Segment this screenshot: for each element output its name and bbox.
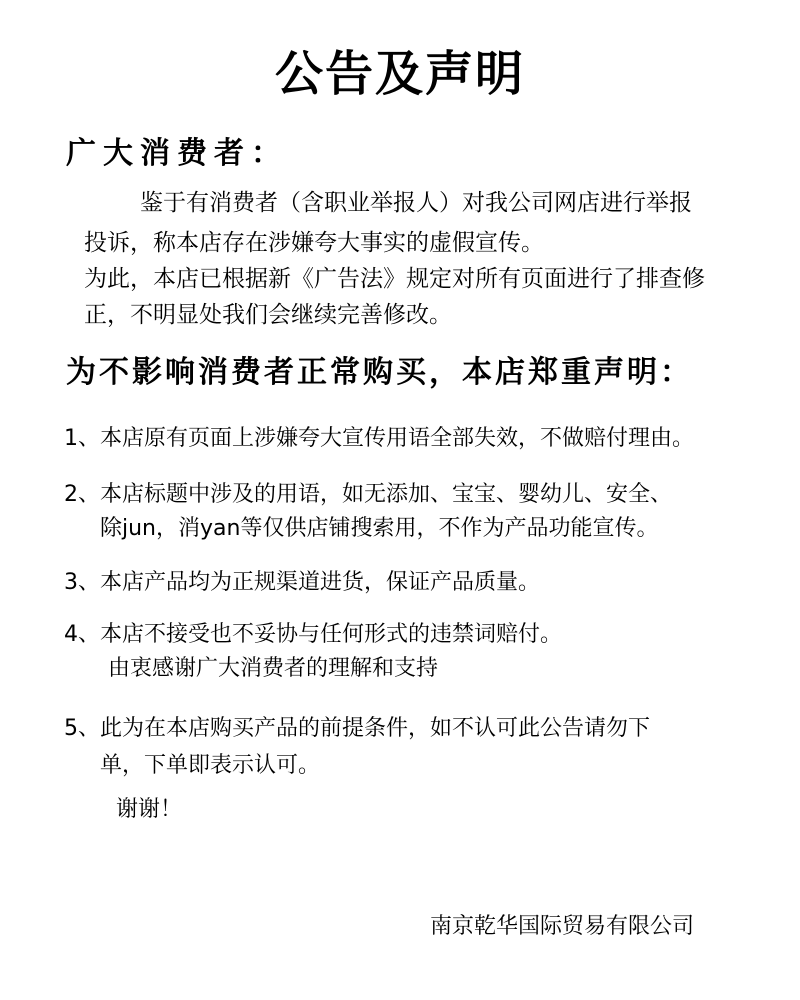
declaration-heading: 为不影响消费者正常购买，本店郑重声明： (66, 355, 693, 390)
list-item-5: 5、此为在本店购买产品的前提条件，如不认可此公告请勿下 (64, 716, 650, 741)
list-item-4-continued: 由衷感谢广大消费者的理解和支持 (108, 656, 439, 681)
intro-line: 为此，本店已根据新《广告法》规定对所有页面进行了排查修 (84, 266, 705, 292)
thanks-text: 谢谢！ (116, 797, 183, 822)
intro-line: 鉴于有消费者（含职业举报人）对我公司网店进行举报 (140, 190, 692, 216)
list-item-2-continued: 除jun，消yan等仅供店铺搜索用，不作为产品功能宣传。 (100, 516, 659, 541)
page-title: 公告及声明 (274, 46, 525, 102)
salutation: 广大消费者： (66, 136, 288, 171)
list-item-3: 3、本店产品均为正规渠道进货，保证产品质量。 (64, 570, 540, 595)
list-item-2: 2、本店标题中涉及的用语，如无添加、宝宝、婴幼儿、安全、 (64, 482, 672, 507)
list-item-4: 4、本店不接受也不妥协与任何形式的违禁词赔付。 (64, 622, 562, 647)
intro-line: 正，不明显处我们会继续完善修改。 (84, 302, 452, 328)
company-signature: 南京乾华国际贸易有限公司 (430, 914, 695, 939)
intro-line: 投诉，称本店存在涉嫌夸大事实的虚假宣传。 (84, 230, 544, 256)
list-item-1: 1、本店原有页面上涉嫌夸大宣传用语全部失效，不做赔付理由。 (64, 426, 694, 451)
list-item-5-continued: 单，下单即表示认可。 (100, 753, 321, 778)
